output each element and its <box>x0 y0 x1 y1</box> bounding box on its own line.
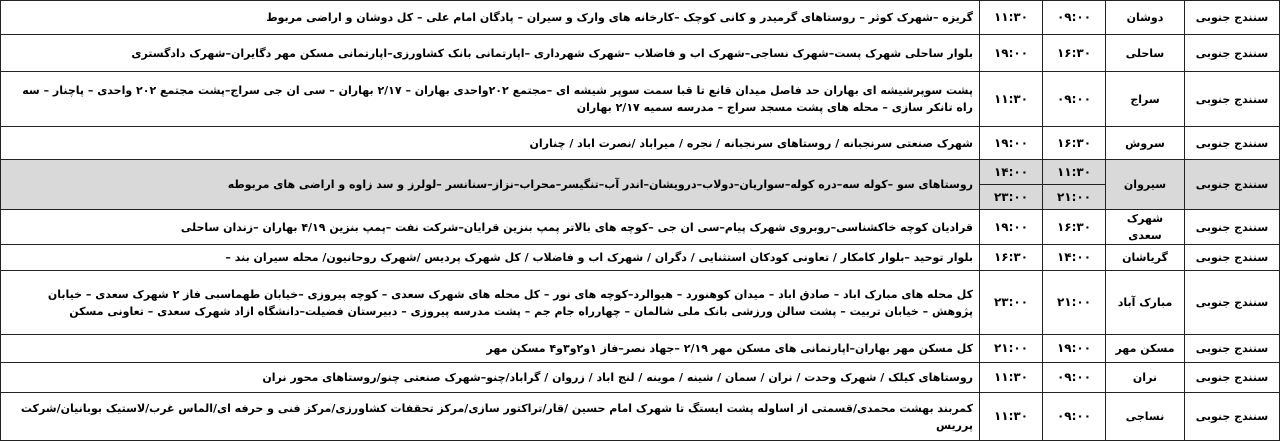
start-time-cell: ۰۹:۰۰ <box>1043 363 1106 393</box>
region-cell: سنندج جنوبی <box>1185 160 1280 210</box>
end-time-cell: ۱۹:۰۰ <box>980 35 1043 72</box>
region-cell: سنندج جنوبی <box>1185 245 1280 271</box>
table-row <box>1 335 1280 363</box>
start-time-cell: ۱۶:۳۰ <box>1043 35 1106 72</box>
table-row <box>1 35 1280 72</box>
end-time-cell: ۲۱:۰۰ <box>980 335 1043 363</box>
area-cell: گریاشان <box>1106 245 1185 271</box>
description-cell: روستاهای سو –کوله سه–دره کوله–سواریان–دولاب–درویشان–اندر آب–تنگیسر–محراب–نزاز–سنانسر –لولرز و سد زاوه و اراضی های مربوطه <box>1 160 980 210</box>
description-cell: شهرک صنعتی سرنجبانه / روستاهای سرنجبانه / نجره / میراباد /نصرت اباد / چناران <box>1 127 980 160</box>
table-row <box>1 160 1280 185</box>
table-row <box>1 393 1280 441</box>
region-cell: سنندج جنوبی <box>1185 335 1280 363</box>
start-time-cell: ۲۱:۰۰ <box>1043 185 1106 210</box>
end-time-cell: ۱۱:۳۰ <box>980 363 1043 393</box>
start-time-cell: ۱۹:۰۰ <box>1043 335 1106 363</box>
start-time-cell: ۱۶:۳۰ <box>1043 127 1106 160</box>
region-cell: سنندج جنوبی <box>1185 393 1280 441</box>
table-row <box>1 1 1280 35</box>
start-time-cell: ۰۹:۰۰ <box>1043 72 1106 127</box>
area-cell: نساجی <box>1106 393 1185 441</box>
region-cell: سنندج جنوبی <box>1185 210 1280 245</box>
description-cell: روستاهای کیلک / شهرک وحدت / نران / سمان / شینه / موینه / لنج اباد / زروان / گراباد/چنو–شهرک صنعتی چنو/روستاهای محور نران <box>1 363 980 393</box>
description-cell: بلوار توحید –بلوار کامکار / تعاونی کودکان استثنایی / دگران / شهرک اب و فاضلاب / کل شهرک پردیس /شهرک روحانیون/ محله سیران بند – <box>1 245 980 271</box>
table-row <box>1 245 1280 271</box>
start-time-cell: ۰۹:۰۰ <box>1043 393 1106 441</box>
description-cell: بلوار ساحلی شهرک پست–شهرک نساجی–شهرک اب و فاضلاب –شهرک شهرداری –اپارتمانی بانک کشاورزی–اپارتمانی مسکن مهر دگایران–شهرک دادگستری <box>1 35 980 72</box>
area-cell: دوشان <box>1106 1 1185 35</box>
area-cell: سیروان <box>1106 160 1185 210</box>
start-time-cell: ۱۱:۳۰ <box>1043 160 1106 185</box>
area-cell: ساحلی <box>1106 35 1185 72</box>
table-row <box>1 210 1280 245</box>
end-time-cell: ۱۶:۳۰ <box>980 245 1043 271</box>
end-time-cell: ۲۳:۰۰ <box>980 185 1043 210</box>
region-cell: سنندج جنوبی <box>1185 35 1280 72</box>
end-time-cell: ۱۱:۳۰ <box>980 393 1043 441</box>
area-cell: مسکن مهر <box>1106 335 1185 363</box>
table-row <box>1 363 1280 393</box>
start-time-cell: ۲۱:۰۰ <box>1043 271 1106 335</box>
start-time-cell: ۱۴:۰۰ <box>1043 245 1106 271</box>
region-cell: سنندج جنوبی <box>1185 363 1280 393</box>
area-cell: نران <box>1106 363 1185 393</box>
table-row <box>1 271 1280 335</box>
start-time-cell: ۱۶:۳۰ <box>1043 210 1106 245</box>
description-cell: قرادیان کوچه خاکشناسی–روبروی شهرک پیام–سی ان جی –کوچه های بالاتر پمپ بنزین قرایان–شرکت نفت –پمپ بنزین ۴/۱۹ بهاران –زندان ساحلی <box>1 210 980 245</box>
description-cell: گریزه –شهرک کوثر – روستاهای گرمیدر و کانی کوچک –کارخانه های وارک و سیران – پادگان امام علی – کل دوشان و اراضی مربوط <box>1 1 980 35</box>
description-cell: پشت سوپرشیشه ای بهاران حد فاصل میدان قانع تا قبا سمت سوپر شیشه ای –مجتمع ۲۰۲واحدی بهاران – ۲/۱۷ بهاران – سی ان جی سراج–پشت مجتمع ۲۰۲ واحدی – پاچنار – سه راه تانکر سازی – محله های پشت مسجد سراج – مدرسه سمیه ۲/۱۷ بهاران <box>1 72 980 127</box>
table-row <box>1 127 1280 160</box>
end-time-cell: ۱۴:۰۰ <box>980 160 1043 185</box>
area-cell: سراج <box>1106 72 1185 127</box>
area-cell: سروش <box>1106 127 1185 160</box>
end-time-cell: ۲۳:۰۰ <box>980 271 1043 335</box>
region-cell: سنندج جنوبی <box>1185 72 1280 127</box>
end-time-cell: ۱۹:۰۰ <box>980 210 1043 245</box>
description-cell: کمربند بهشت محمدی/قسمتی از اساوله پشت ایستگ تا شهرک امام حسین /قار/تراکتور سازی/مرکز تحقفات کشاورزی/مرکز فنی و حرفه ای/الماس غرب/لاستیک بوبانیان/شرکت پرریس <box>1 393 980 441</box>
region-cell: سنندج جنوبی <box>1185 271 1280 335</box>
region-cell: سنندج جنوبی <box>1185 127 1280 160</box>
end-time-cell: ۱۹:۰۰ <box>980 127 1043 160</box>
area-cell: مبارک آباد <box>1106 271 1185 335</box>
table-row <box>1 72 1280 127</box>
end-time-cell: ۱۱:۳۰ <box>980 72 1043 127</box>
description-cell: کل مسکن مهر بهاران–اپارتمانی های مسکن مهر ۲/۱۹ –جهاد نصر–فاز ۱و۲و۳و۴ مسکن مهر <box>1 335 980 363</box>
area-cell: شهرک سعدی <box>1106 210 1185 245</box>
end-time-cell: ۱۱:۳۰ <box>980 1 1043 35</box>
region-cell: سنندج جنوبی <box>1185 1 1280 35</box>
start-time-cell: ۰۹:۰۰ <box>1043 1 1106 35</box>
description-cell: کل محله های مبارک اباد – صادق اباد – میدان کوهنورد – هیوالرد–کوچه های نور – کل محله های شهرک سعدی – کوچه پیروزی –خیابان طهماسبی فاز ۲ شهرک سعدی – خیابان پژوهش – خیابان تربیت – پشت سالن ورزشی بانک ملی شالمان – چهارراه جام جم – پشت مدرسه پیروزی – دبیرستان فضیلت–دانشگاه ازاد شهرک سعدی – تعاونی مسکن <box>1 271 980 335</box>
